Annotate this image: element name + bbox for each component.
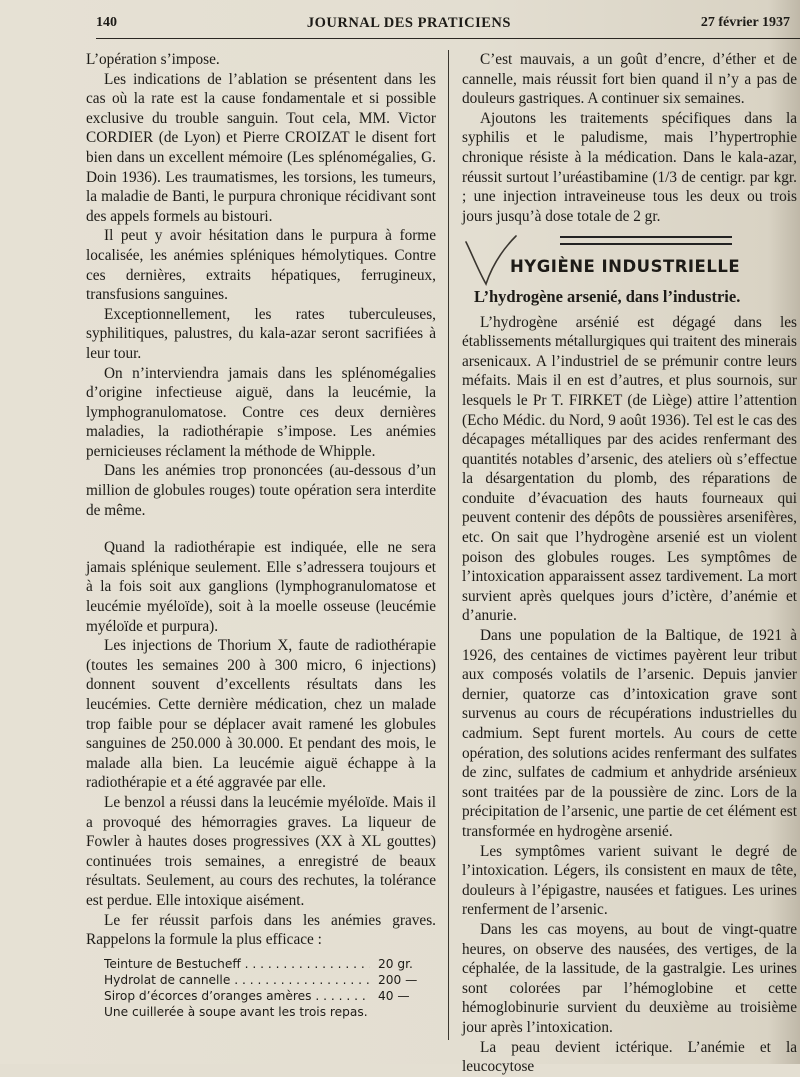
recipe-ingredient: Hydrolat de cannelle . . . <box>104 972 370 988</box>
recipe-ingredient: Sirop d’écorces d’oranges amères . . . <box>104 988 370 1004</box>
left-column <box>86 50 436 1020</box>
right-column <box>462 50 797 1077</box>
recipe-row <box>104 988 436 1004</box>
paragraph: Le fer réussit parfois dans les anémies graves. Rappelons la formule la plus efficace : <box>86 911 436 949</box>
journal-title: JOURNAL DES PRATICIENS <box>306 14 511 31</box>
paragraph: L’hydrogène arsénié est dégagé dans les établissements métallurgiques qui traitent des minerais arsenicaux. A l’industriel de se prémunir contre leurs méfaits. Mais il en est d’autres, et plus sournois, sur lesquels le Pr T. FIRKET (de Liège) attire l’attention (Echo Médic. du Nord, 9 août 1936). Tel est le cas des décapages métalliques par des acides renfermant des quantités notables d’arsenic, des ateliers où s’effectue la désargentation du plomb, des réparations de conduite d’évacuation des hauts fourneaux qui peuvent contenir des dépôts de poussières arsenifères, etc. On sait que l’hydrogène arsenié est un violent poison des globules rouges. Les symptômes de l’intoxication apparaissent assez tardivement. La mort survient après quelques jours d’ictère, d’anémie et d’anurie. <box>462 313 797 625</box>
column-divider <box>448 50 449 1040</box>
paragraph: Les symptômes varient suivant le degré de l’intoxication. Légers, ils consistent en maux de tête, douleurs à l’épigastre, nausées et fatigues. Les urines renferment de l’arsenic. <box>462 842 797 919</box>
paragraph: Dans les cas moyens, au bout de vingt-quatre heures, on observe des nausées, des vertiges, de la céphalée, de la lassitude, de la gastralgie. Les urines sont colorées par l’hémoglobine et cette hémoglobinurie survient du deuxième au troisième jour après l’intoxication. <box>462 920 797 1036</box>
paragraph: Exceptionnellement, les rates tuberculeuses, syphilitiques, palustres, du kala-azar seront sacrifiées à leur tour. <box>86 305 436 362</box>
paragraph: C’est mauvais, a un goût d’encre, d’éther et de cannelle, mais réussit fort bien quand il n’y a pas de douleurs gastriques. A continuer six semaines. <box>462 51 797 108</box>
header-rule <box>96 38 800 39</box>
page-header <box>96 8 790 38</box>
recipe-formula <box>104 956 436 1020</box>
recipe-row <box>104 956 436 972</box>
recipe-note: Une cuillerée à soupe avant les trois repas. <box>104 1004 368 1019</box>
section-rule <box>560 236 732 245</box>
paragraph: On n’interviendra jamais dans les splénomégalies d’origine infectieuse aiguë, dans la leucémie, la lymphogranulomatose. Contre ces deux dernières maladies, la radiothérapie s’impose. Les anémies pernicieuses réclament la méthode de Whipple. <box>86 364 436 460</box>
article-subtitle: L’hydrogène arsenié, dans l’industrie. <box>474 286 741 306</box>
paragraph: L’opération s’impose. <box>86 51 220 68</box>
paragraph: Ajoutons les traitements spécifiques dans la syphilis et le paludisme, mais l’hypertrophie chronique résiste à la médication. Dans le kala-azar, réussit surtout l’uréastibamine (1/3 de centigr. par kgr. ; une injection intraveineuse tous les deux ou trois jours jusqu’à dose totale de 2 gr. <box>462 109 797 225</box>
paragraph: La peau devient ictérique. L’anémie et la leucocytose <box>462 1038 797 1076</box>
page-number: 140 <box>96 15 117 30</box>
paragraph: Dans une population de la Baltique, de 1921 à 1926, des centaines de victimes payèrent leur tribut aux composés volatils de l’arsenic. Depuis janvier dernier, quatorze cas d’intoxication grave sont survenus au cours de récupérations industrielles du cadmium. Sept furent mortels. Au cours de cette opération, des solutions acides renfermant des sulfates de zinc, sulfates de cadmium et anhydride arsénieux sont traitées par de la poussière de zinc. Lors de la précipitation de l’arsenic, une partie de cet élément est transformée en hydrogène arsenié. <box>462 627 797 840</box>
issue-date: 27 février 1937 <box>700 15 790 30</box>
paragraph: Quand la radiothérapie est indiquée, elle ne sera jamais splénique seulement. Elle s’adressera toujours et à la fois soit aux ganglions (lymphogranulomatose et leucémie myéloïde), soit à la moelle osseuse (leucémie myéloïde et purpura). <box>86 539 436 635</box>
paragraph: Les injections de Thorium X, faute de radiothérapie (toutes les semaines 200 à 300 micro, 6 injections) donnent souvent d’excellents résultats dans les leucémies. Cette dernière médication, chez un malade trop faible pour se déplacer avait ramené les globules sanguines de 250.000 à 30.000. Et pendant des mois, le malade alla bien. La leucémie aiguë échappe à la radiothérapie et a été aggravée par elle. <box>86 637 436 792</box>
recipe-quantity: 20 gr. <box>378 956 413 971</box>
paragraph: Les indications de l’ablation se présentent dans les cas où la rate est la cause fondamentale et si possible exclusive du trouble sanguin. Tout cela, MM. Victor CORDIER (de Lyon) et Pierre CROIZAT le disent fort bien dans un excellent mémoire (Les splénomégalies, G. Doin 1936). Les traumatismes, les torsions, les tumeurs, la maladie de Banti, le purpura chronique récidivant sont des appels formels au bistouri. <box>86 70 436 225</box>
recipe-quantity: 40 — <box>378 988 410 1003</box>
recipe-ingredient: Teinture de Bestucheff . . . <box>104 956 370 972</box>
recipe-row <box>104 972 436 988</box>
paragraph: Le benzol a réussi dans la leucémie myéloïde. Mais il a provoqué des hémorragies graves. La liqueur de Fowler à hautes doses progressives (XX à XL gouttes) continuées trois semaines, a enregistré de beaux résultats. Seulement, au cours des rechutes, la tolérance est perdue. Elle intoxique aisément. <box>86 793 436 909</box>
paragraph: Il peut y avoir hésitation dans le purpura à forme localisée, les anémies spléniques hémolytiques. Contre ces dernières, extraits hépatiques, ferrugineux, transfusions sanguines. <box>86 227 436 304</box>
recipe-quantity: 200 — <box>378 972 418 987</box>
pencil-checkmark-icon <box>460 232 520 292</box>
paragraph-gap <box>86 520 436 538</box>
section-title: HYGIÈNE INDUSTRIELLE <box>510 257 741 277</box>
paragraph: Dans les anémies trop prononcées (au-dessous d’un million de globules rouges) toute opération sera interdite de même. <box>86 462 436 519</box>
